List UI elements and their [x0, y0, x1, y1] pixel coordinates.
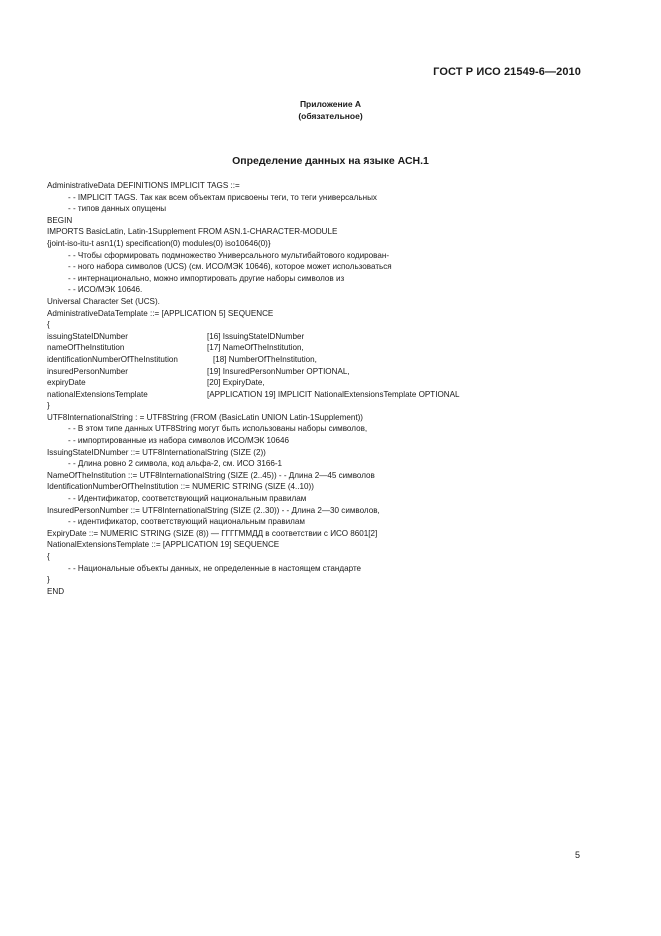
code-line: NationalExtensionsTemplate ::= [APPLICATION 19] SEQUENCE: [47, 540, 280, 550]
field-name: insuredPersonNumber: [47, 366, 128, 376]
code-line: }: [47, 575, 50, 585]
code-line: IMPORTS BasicLatin, Latin-1Supplement FROM ASN.1-CHARACTER-MODULE: [47, 227, 338, 237]
annex-status: (обязательное): [298, 111, 363, 121]
code-line: }: [47, 401, 50, 411]
field-definition: [18] NumberOfTheInstitution,: [213, 354, 317, 364]
code-line: NameOfTheInstitution ::= UTF8InternationalString (SIZE (2..45)) - - Длина 2—45 символов: [47, 470, 375, 480]
field-definition: [20] ExpiryDate,: [207, 378, 265, 388]
code-comment-line: - - типов данных опущены: [68, 204, 167, 214]
field-definition: [19] InsuredPersonNumber OPTIONAL,: [207, 366, 350, 376]
page-number: 5: [574, 850, 580, 860]
code-line: BEGIN: [47, 215, 73, 225]
code-line: InsuredPersonNumber ::= UTF8InternationalString (SIZE (2..30)) - - Длина 2—30 символов,: [47, 505, 380, 515]
field-name: issuingStateIDNumber: [47, 331, 128, 341]
template-field-row: [47, 342, 607, 354]
code-comment-line: - - IMPLICIT TAGS. Так как всем объектам присвоены теги, то теги универсальных: [68, 192, 377, 202]
template-field-row: [47, 331, 607, 343]
code-comment-line: - - Чтобы сформировать подмножество Универсального мультибайтового кодирован-: [68, 250, 390, 260]
code-line: AdministrativeData DEFINITIONS IMPLICIT TAGS ::=: [47, 181, 240, 190]
code-line: AdministrativeDataTemplate ::= [APPLICATION 5] SEQUENCE: [47, 308, 274, 318]
code-comment-line: - - ИСО/МЭК 10646.: [68, 285, 143, 295]
code-comment-line: - - В этом типе данных UTF8String могут быть использованы наборы символов,: [68, 424, 368, 434]
code-comment-line: - - идентификатор, соответствующий национальным правилам: [68, 517, 305, 527]
code-line: IssuingStateIDNumber ::= UTF8InternationalString (SIZE (2)): [47, 447, 266, 457]
code-comment-line: - - ного набора символов (UCS) (см. ИСО/МЭК 10646), которое может использоваться: [68, 262, 392, 272]
field-name: nationalExtensionsTemplate: [47, 389, 148, 399]
document-id: ГОСТ Р ИСО 21549-6—2010: [433, 66, 581, 78]
code-line: ExpiryDate ::= NUMERIC STRING (SIZE (8)) — ГГГГММДД в соответствии с ИСО 8601[2]: [47, 528, 378, 538]
code-comment-line: - - Идентификатор, соответствующий национальным правилам: [68, 494, 307, 504]
code-comment-line: - - Национальные объекты данных, не определенные в настоящем стандарте: [68, 563, 362, 573]
code-comment-line: - - импортированные из набора символов ИСО/МЭК 10646: [68, 436, 290, 446]
field-definition: [17] NameOfTheInstitution,: [207, 343, 304, 353]
field-name: nameOfTheInstitution: [47, 343, 125, 353]
code-line: IdentificationNumberOfTheInstitution ::= NUMERIC STRING (SIZE (4..10)): [47, 482, 314, 492]
template-field-row: [47, 377, 607, 389]
template-field-row: [47, 354, 607, 366]
code-line: {: [47, 320, 50, 330]
code-line: END: [47, 586, 65, 596]
field-name: identificationNumberOfTheInstitution: [47, 354, 178, 364]
code-line: {: [47, 552, 50, 561]
code-line: {joint-iso-itu-t asn1(1) specification(0) modules(0) iso10646(0)}: [47, 238, 271, 248]
code-line: Universal Character Set (UCS).: [47, 296, 160, 306]
template-field-row: [47, 389, 607, 401]
asn1-code-block: [47, 180, 607, 597]
code-comment-line: - - интернационально, можно импортировать другие наборы символов из: [68, 273, 345, 283]
field-definition: [16] IssuingStateIDNumber: [207, 331, 305, 341]
section-title: Определение данных на языке АСН.1: [232, 155, 429, 167]
annex-heading: [0, 98, 661, 122]
code-comment-line: - - Длина ровно 2 символа, код альфа-2, см. ИСО 3166-1: [68, 459, 283, 469]
template-field-row: [47, 366, 607, 378]
annex-title: Приложение А: [299, 99, 362, 109]
field-name: expiryDate: [47, 378, 86, 388]
code-line: UTF8InternationalString : = UTF8String (FROM (BasicLatin UNION Latin-1Supplement)): [47, 412, 363, 422]
field-definition: [APPLICATION 19] IMPLICIT NationalExtensionsTemplate OPTIONAL: [207, 389, 460, 399]
